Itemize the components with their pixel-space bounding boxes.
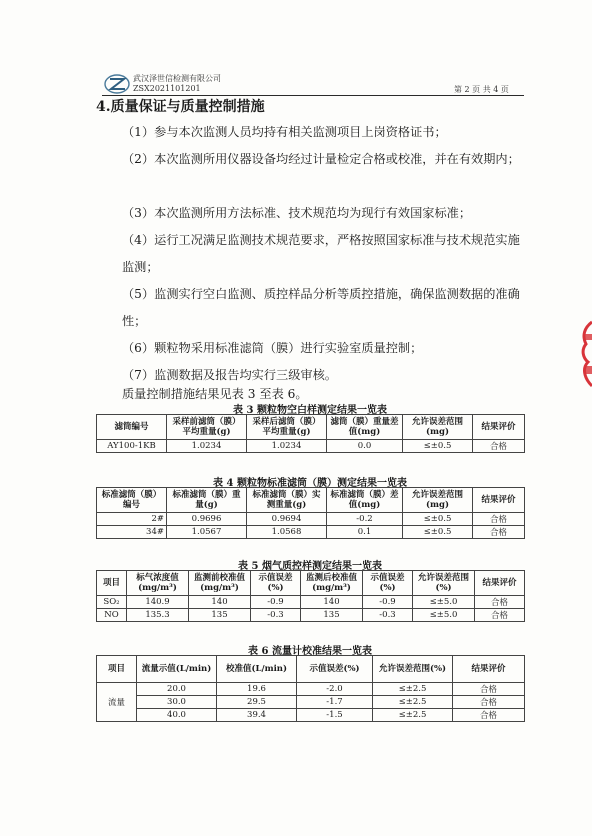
paragraph-6: （6）颗粒物采用标准滤筒（膜）进行实验室质量控制； [122,341,423,355]
page-number: 第 2 页 共 4 页 [454,85,509,94]
paragraph-3: （3）本次监测所用方法标准、技术规范均为现行有效国家标准； [122,206,472,220]
paragraph-4: （4）运行工况满足监测技术规范要求，严格按照国家标准与技术规范实施监测； [122,233,520,274]
table-cell: ≤±0.5 [403,513,473,526]
table-row [97,709,525,722]
table-cell: 1.0568 [247,526,327,539]
table-header-cell: 校准值(L/min) [217,656,297,683]
table5 [96,570,525,622]
table4-caption: 表 4 颗粒物标准滤筒（膜）测定结果一览表 [213,478,407,489]
table-cell: 39.4 [217,709,297,722]
table-header-row [97,656,525,683]
table-cell: ≤±2.5 [373,683,453,696]
table-cell: 140.9 [127,596,189,609]
table-cell: 1.0234 [167,440,247,453]
table-cell: -1.7 [297,696,373,709]
table-header-cell: 结果评价 [475,571,525,596]
table-cell: ≤±5.0 [413,609,475,622]
table-cell: ≤±5.0 [413,596,475,609]
table-header-cell: 标准滤筒（膜）重量(g) [167,488,247,513]
table3-caption: 表 3 颗粒物空白样测定结果一览表 [233,405,387,416]
table-cell: 合格 [473,440,525,453]
table-header-cell: 允许误差范围(%) [413,571,475,596]
table-cell: -0.9 [251,596,301,609]
table-header-cell: 滤筒编号 [97,415,167,440]
table-row [97,513,525,526]
table-cell: 19.6 [217,683,297,696]
paragraph-2: （2）本次监测所用仪器设备均经过计量检定合格或校准，并在有效期内； [122,152,520,166]
table-cell: ≤±2.5 [373,696,453,709]
table-cell: -0.9 [363,596,413,609]
table-cell: 0.0 [327,440,403,453]
table-cell: 合格 [475,596,525,609]
table-cell: 合格 [475,609,525,622]
table6 [96,655,525,722]
table-header-row [97,571,525,596]
table-cell: 135 [189,609,251,622]
table-header-row [97,415,525,440]
table-header-cell: 滤筒（膜）重量差值(mg) [327,415,403,440]
table-header-cell: 示值误差(%) [363,571,413,596]
table-header-cell: 允许误差范围(%) [373,656,453,683]
table-cell: 0.9694 [247,513,327,526]
paragraph-8: 质量控制措施结果见表 3 至表 6。 [122,387,308,401]
seal-stamp-icon [578,320,592,388]
table-header-cell: 标准滤筒（膜）差值(mg) [327,488,403,513]
table-header-cell: 标气浓度值(mg/m³) [127,571,189,596]
table-cell: -2.0 [297,683,373,696]
table-header-row [97,488,525,513]
table-cell: 合格 [453,683,525,696]
table-row [97,526,525,539]
table-cell: SO₂ [97,596,127,609]
table-cell: 合格 [473,513,525,526]
table-cell: ≤±0.5 [403,526,473,539]
paragraph-1: （1）参与本次监测人员均持有相关监测项目上岗资格证书； [122,125,447,139]
table-header-cell: 监测后校准值(mg/m³) [301,571,363,596]
table-row [97,440,525,453]
table-cell: 合格 [453,696,525,709]
table-header-cell: 结果评价 [453,656,525,683]
table-cell: -0.3 [251,609,301,622]
table-cell: -0.3 [363,609,413,622]
table-cell: 0.9696 [167,513,247,526]
table-header-cell: 允许误差范围(mg) [403,415,473,440]
table3 [96,414,525,453]
company-name: 武汉泽世信检测有限公司 [133,74,221,83]
table-cell: 1.0234 [247,440,327,453]
table-cell: 34# [97,526,167,539]
table-cell: 合格 [473,526,525,539]
table-cell: 20.0 [137,683,217,696]
table-header-cell: 项目 [97,656,137,683]
table-header-cell: 结果评价 [473,488,525,513]
section-title: 4.质量保证与质量控制措施 [96,99,265,115]
table-cell: 30.0 [137,696,217,709]
table-cell: 40.0 [137,709,217,722]
table-cell: AY100-1KB [97,440,167,453]
table-cell: 135.3 [127,609,189,622]
table-cell: -1.5 [297,709,373,722]
table-header-cell: 监测前校准值(mg/m³) [189,571,251,596]
table5-caption: 表 5 烟气质控样测定结果一览表 [238,561,382,572]
table-header-cell: 标准滤筒（膜）实测重量(g) [247,488,327,513]
table-header-cell: 采样前滤筒（膜）平均重量(g) [167,415,247,440]
table-header-cell: 允许误差范围(mg) [403,488,473,513]
table6-caption: 表 6 流量计校准结果一览表 [248,646,372,657]
table-header-cell: 标准滤筒（膜）编号 [97,488,167,513]
table-header-cell: 项目 [97,571,127,596]
table-row [97,596,525,609]
table-cell: 1.0567 [167,526,247,539]
table-cell: NO [97,609,127,622]
table-row [97,609,525,622]
paragraph-5: （5）监测实行空白监测、质控样品分析等质控措施，确保监测数据的准确性； [122,287,520,328]
table-header-cell: 流量示值(L/min) [137,656,217,683]
table-cell: 135 [301,609,363,622]
table-cell: 140 [301,596,363,609]
table-cell: 29.5 [217,696,297,709]
report-code: ZSX2021101201 [133,84,201,93]
table-cell: 合格 [453,709,525,722]
table-cell: 0.1 [327,526,403,539]
table4 [96,487,525,539]
table-header-cell: 示值误差(%) [251,571,301,596]
table-cell: 2# [97,513,167,526]
table-header-cell: 采样后滤筒（膜）平均重量(g) [247,415,327,440]
table-header-cell: 示值误差(%) [297,656,373,683]
table-header-cell: 结果评价 [473,415,525,440]
table-cell: ≤±2.5 [373,709,453,722]
table-cell: 140 [189,596,251,609]
paragraph-7: （7）监测数据及报告均实行三级审核。 [122,368,337,382]
table-row [97,696,525,709]
table-cell: 流量 [97,683,137,722]
table-row [97,683,525,696]
table-cell: -0.2 [327,513,403,526]
table-cell: ≤±0.5 [403,440,473,453]
company-logo-icon [104,73,130,95]
